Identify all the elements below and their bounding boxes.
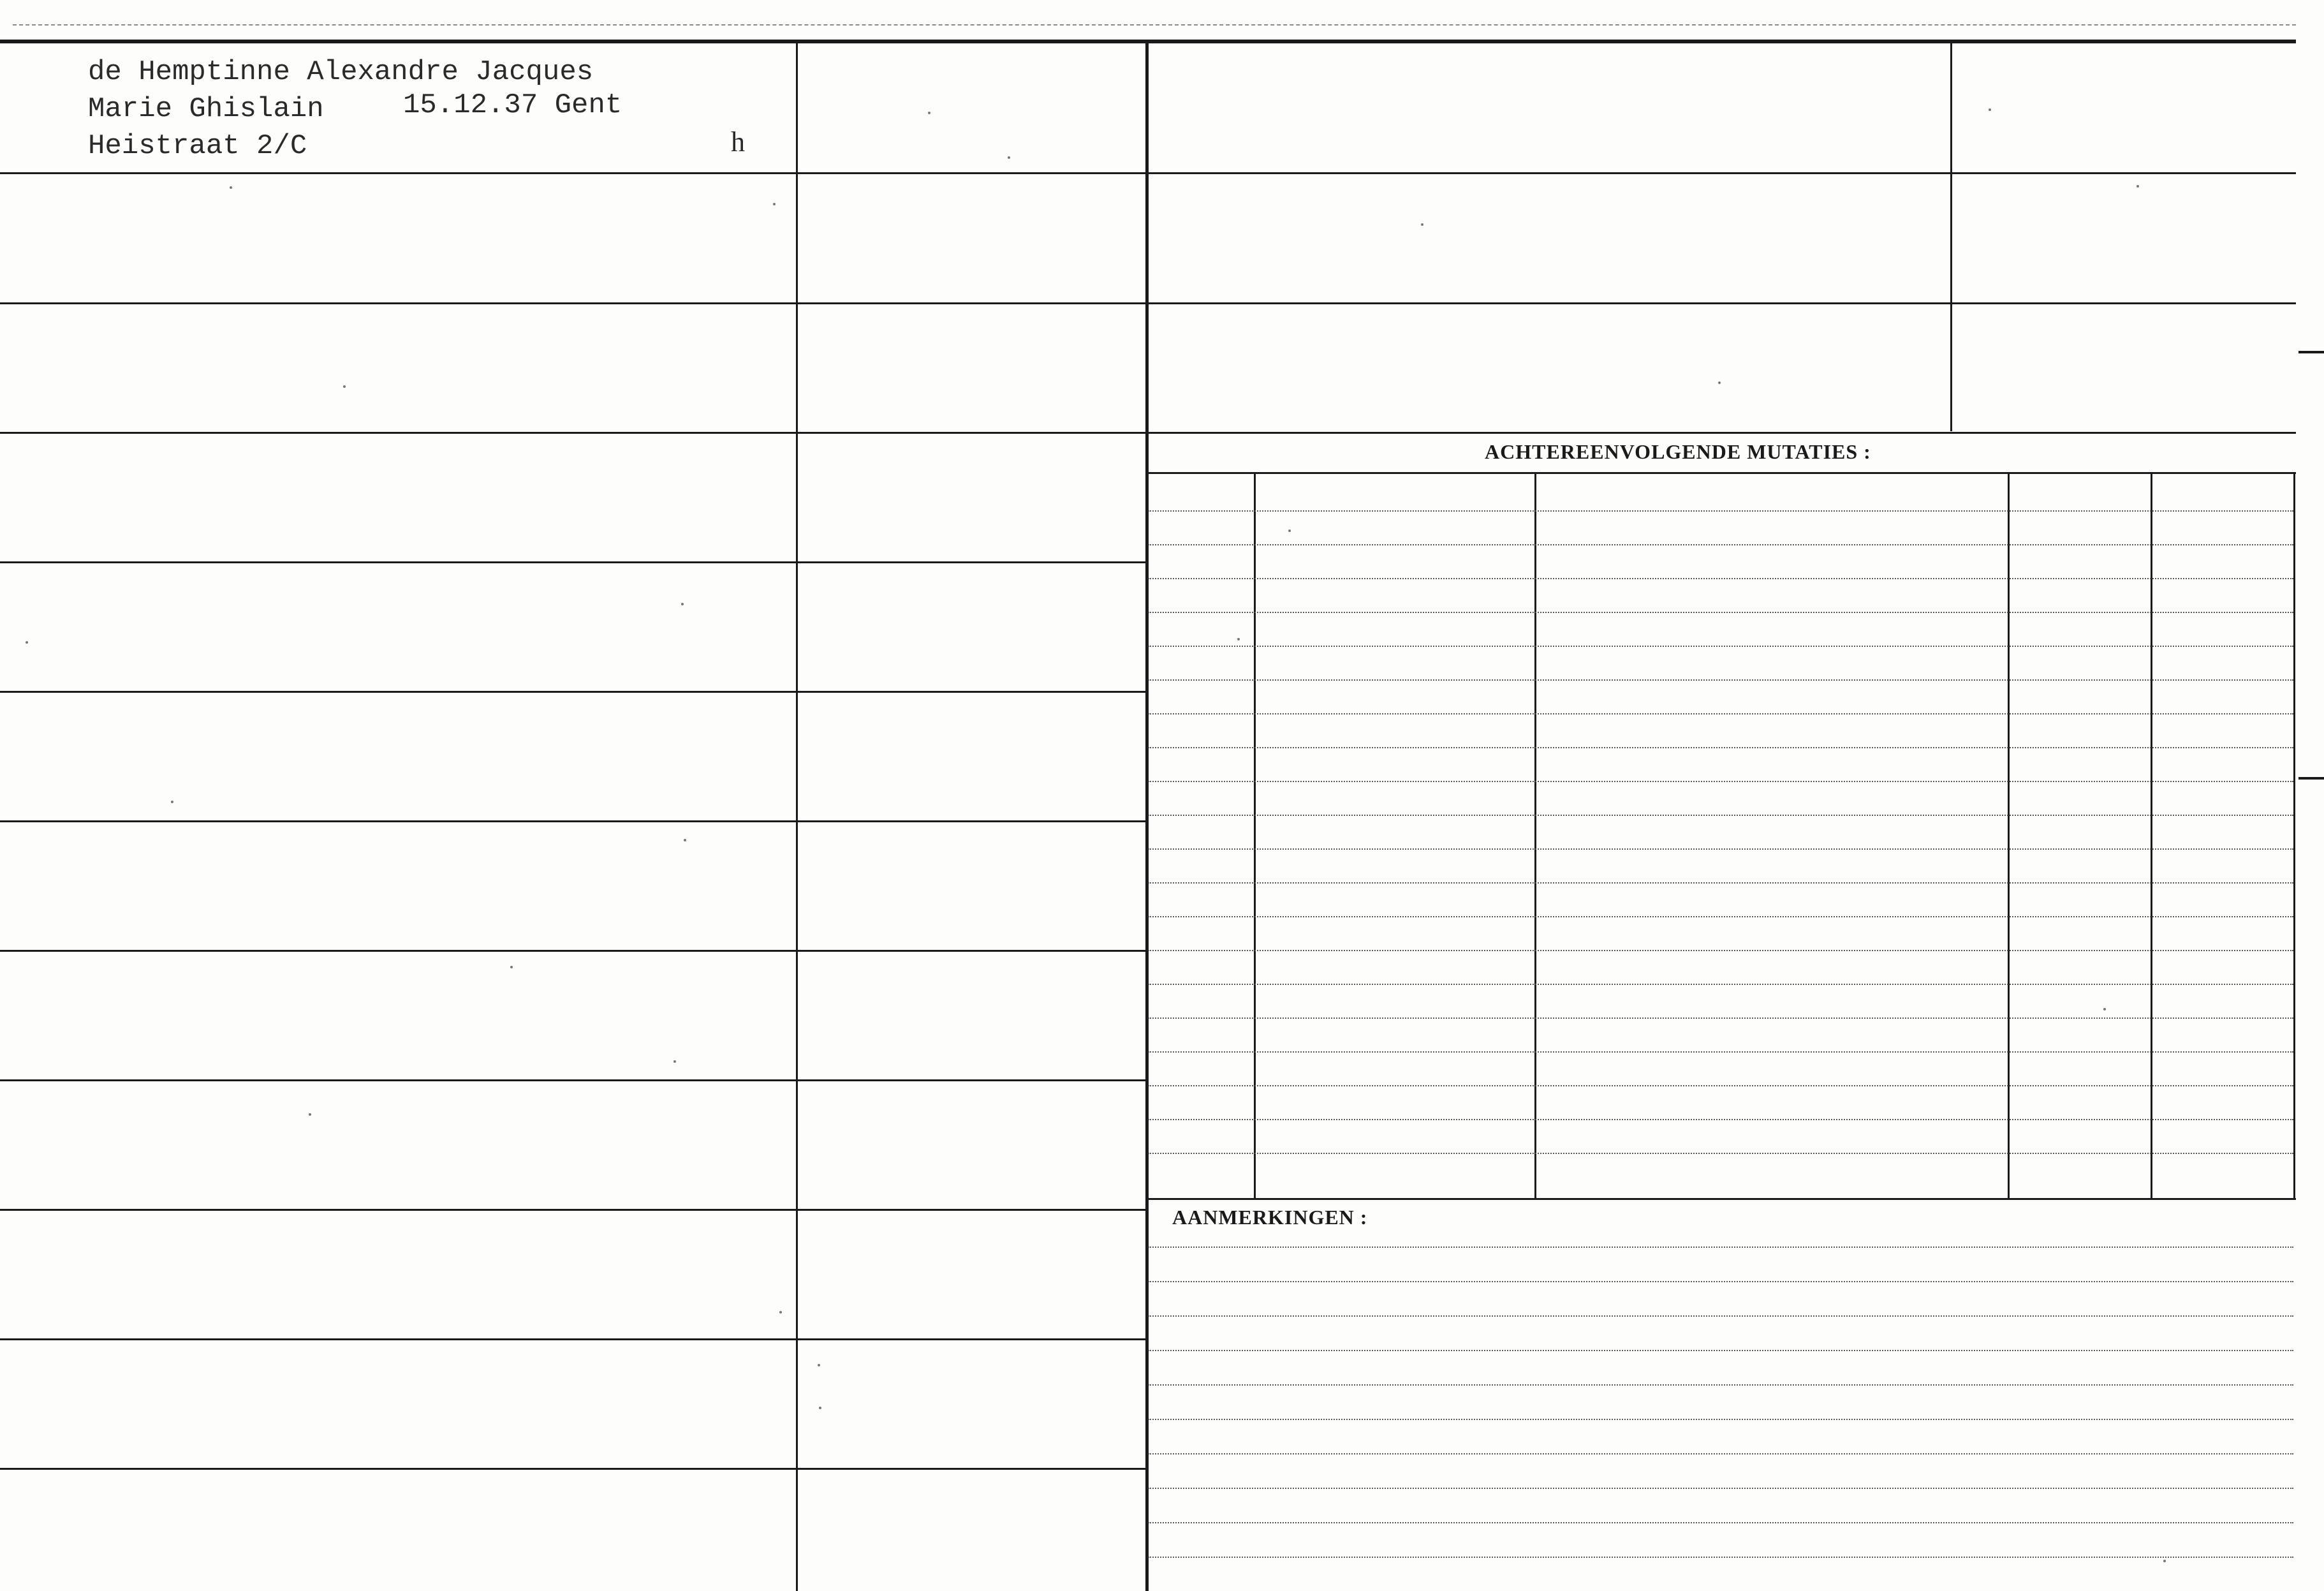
scan-speck (773, 203, 776, 205)
scan-speck (684, 839, 686, 841)
margin-tick (2298, 777, 2324, 780)
upper-row-line (1148, 172, 2296, 174)
mutations-table-bottom (1148, 1198, 2296, 1200)
given-names: Marie Ghislain (88, 93, 324, 125)
left-row-line (0, 691, 1145, 693)
remarks-line (1148, 1384, 2293, 1386)
scan-speck (1288, 529, 1291, 532)
scan-speck (2103, 1008, 2106, 1010)
handwritten-mark: h (731, 126, 745, 158)
mutations-row-line (1148, 916, 2293, 917)
mutations-row-line (1148, 984, 2293, 985)
mutations-row-line (1148, 1153, 2293, 1154)
mutations-row-line (1148, 781, 2293, 782)
left-row-line (0, 172, 1145, 174)
mutations-row-line (1148, 1085, 2293, 1086)
mutations-row-line (1148, 612, 2293, 613)
scan-speck (171, 801, 173, 803)
mutations-row-line (1148, 950, 2293, 951)
surname-line: de Hemptinne Alexandre Jacques (88, 56, 594, 88)
mutations-row-line (1148, 679, 2293, 681)
left-row-line (0, 820, 1145, 822)
margin-tick (2298, 351, 2324, 353)
mutations-row-line (1148, 578, 2293, 579)
left-col-divider (796, 42, 798, 1591)
left-row-line (0, 1079, 1145, 1081)
scan-speck (2163, 1560, 2166, 1562)
scan-speck (673, 1060, 676, 1063)
scan-speck (230, 186, 232, 189)
mutations-row-line (1148, 510, 2293, 512)
scan-speck (681, 603, 684, 605)
mutations-col-line (1534, 473, 1536, 1198)
scan-speck (928, 112, 930, 114)
center-divider (1145, 42, 1149, 1591)
birth-date-place: 15.12.37 Gent (403, 89, 622, 121)
left-row-line (0, 950, 1145, 952)
mutations-row-line (1148, 544, 2293, 545)
scan-speck (1718, 381, 1721, 384)
mutations-heading: ACHTEREENVOLGENDE MUTATIES : (1485, 440, 1871, 463)
mutations-row-line (1148, 1018, 2293, 1019)
scan-speck (1421, 223, 1423, 226)
left-row-line (0, 302, 1145, 304)
mutations-row-line (1148, 747, 2293, 748)
scan-speck (1008, 156, 1010, 159)
remarks-line (1148, 1350, 2293, 1351)
mutations-top-line (1148, 432, 2296, 434)
scan-speck (818, 1364, 820, 1366)
left-row-line (0, 1338, 1145, 1340)
mutations-row-line (1148, 713, 2293, 714)
left-row-line (0, 432, 1145, 434)
mutations-row-line (1148, 815, 2293, 816)
scan-speck (26, 641, 28, 644)
upper-row-line (1148, 302, 2296, 304)
scan-speck (779, 1311, 782, 1314)
mutations-col-line (2008, 473, 2010, 1198)
scan-speck (309, 1113, 311, 1116)
scan-speck (819, 1407, 821, 1409)
remarks-line (1148, 1488, 2293, 1489)
mutations-col-line (2151, 473, 2152, 1198)
remarks-line (1148, 1557, 2293, 1558)
remarks-line (1148, 1453, 2293, 1454)
scan-speck (2136, 185, 2139, 188)
scan-speck (510, 966, 513, 968)
left-row-line (0, 1209, 1145, 1211)
remarks-line (1148, 1247, 2293, 1248)
remarks-line (1148, 1281, 2293, 1282)
upper-right-divider (1950, 42, 1952, 431)
mutations-col-line (1254, 473, 1256, 1198)
mutations-col-line (2293, 473, 2295, 1198)
mutations-row-line (1148, 1119, 2293, 1120)
remarks-line (1148, 1419, 2293, 1420)
left-row-line (0, 561, 1145, 563)
top-faint-line (13, 24, 2296, 26)
mutations-table-top (1148, 472, 2296, 474)
scan-speck (1989, 108, 1991, 111)
address: Heistraat 2/C (88, 130, 307, 162)
mutations-row-line (1148, 882, 2293, 884)
mutations-row-line (1148, 1051, 2293, 1053)
remarks-heading: AANMERKINGEN : (1172, 1206, 1368, 1229)
remarks-line (1148, 1522, 2293, 1523)
scan-speck (343, 385, 346, 388)
scan-speck (1237, 638, 1240, 640)
mutations-row-line (1148, 848, 2293, 850)
mutations-row-line (1148, 646, 2293, 647)
remarks-line (1148, 1315, 2293, 1317)
left-row-line (0, 1468, 1145, 1470)
